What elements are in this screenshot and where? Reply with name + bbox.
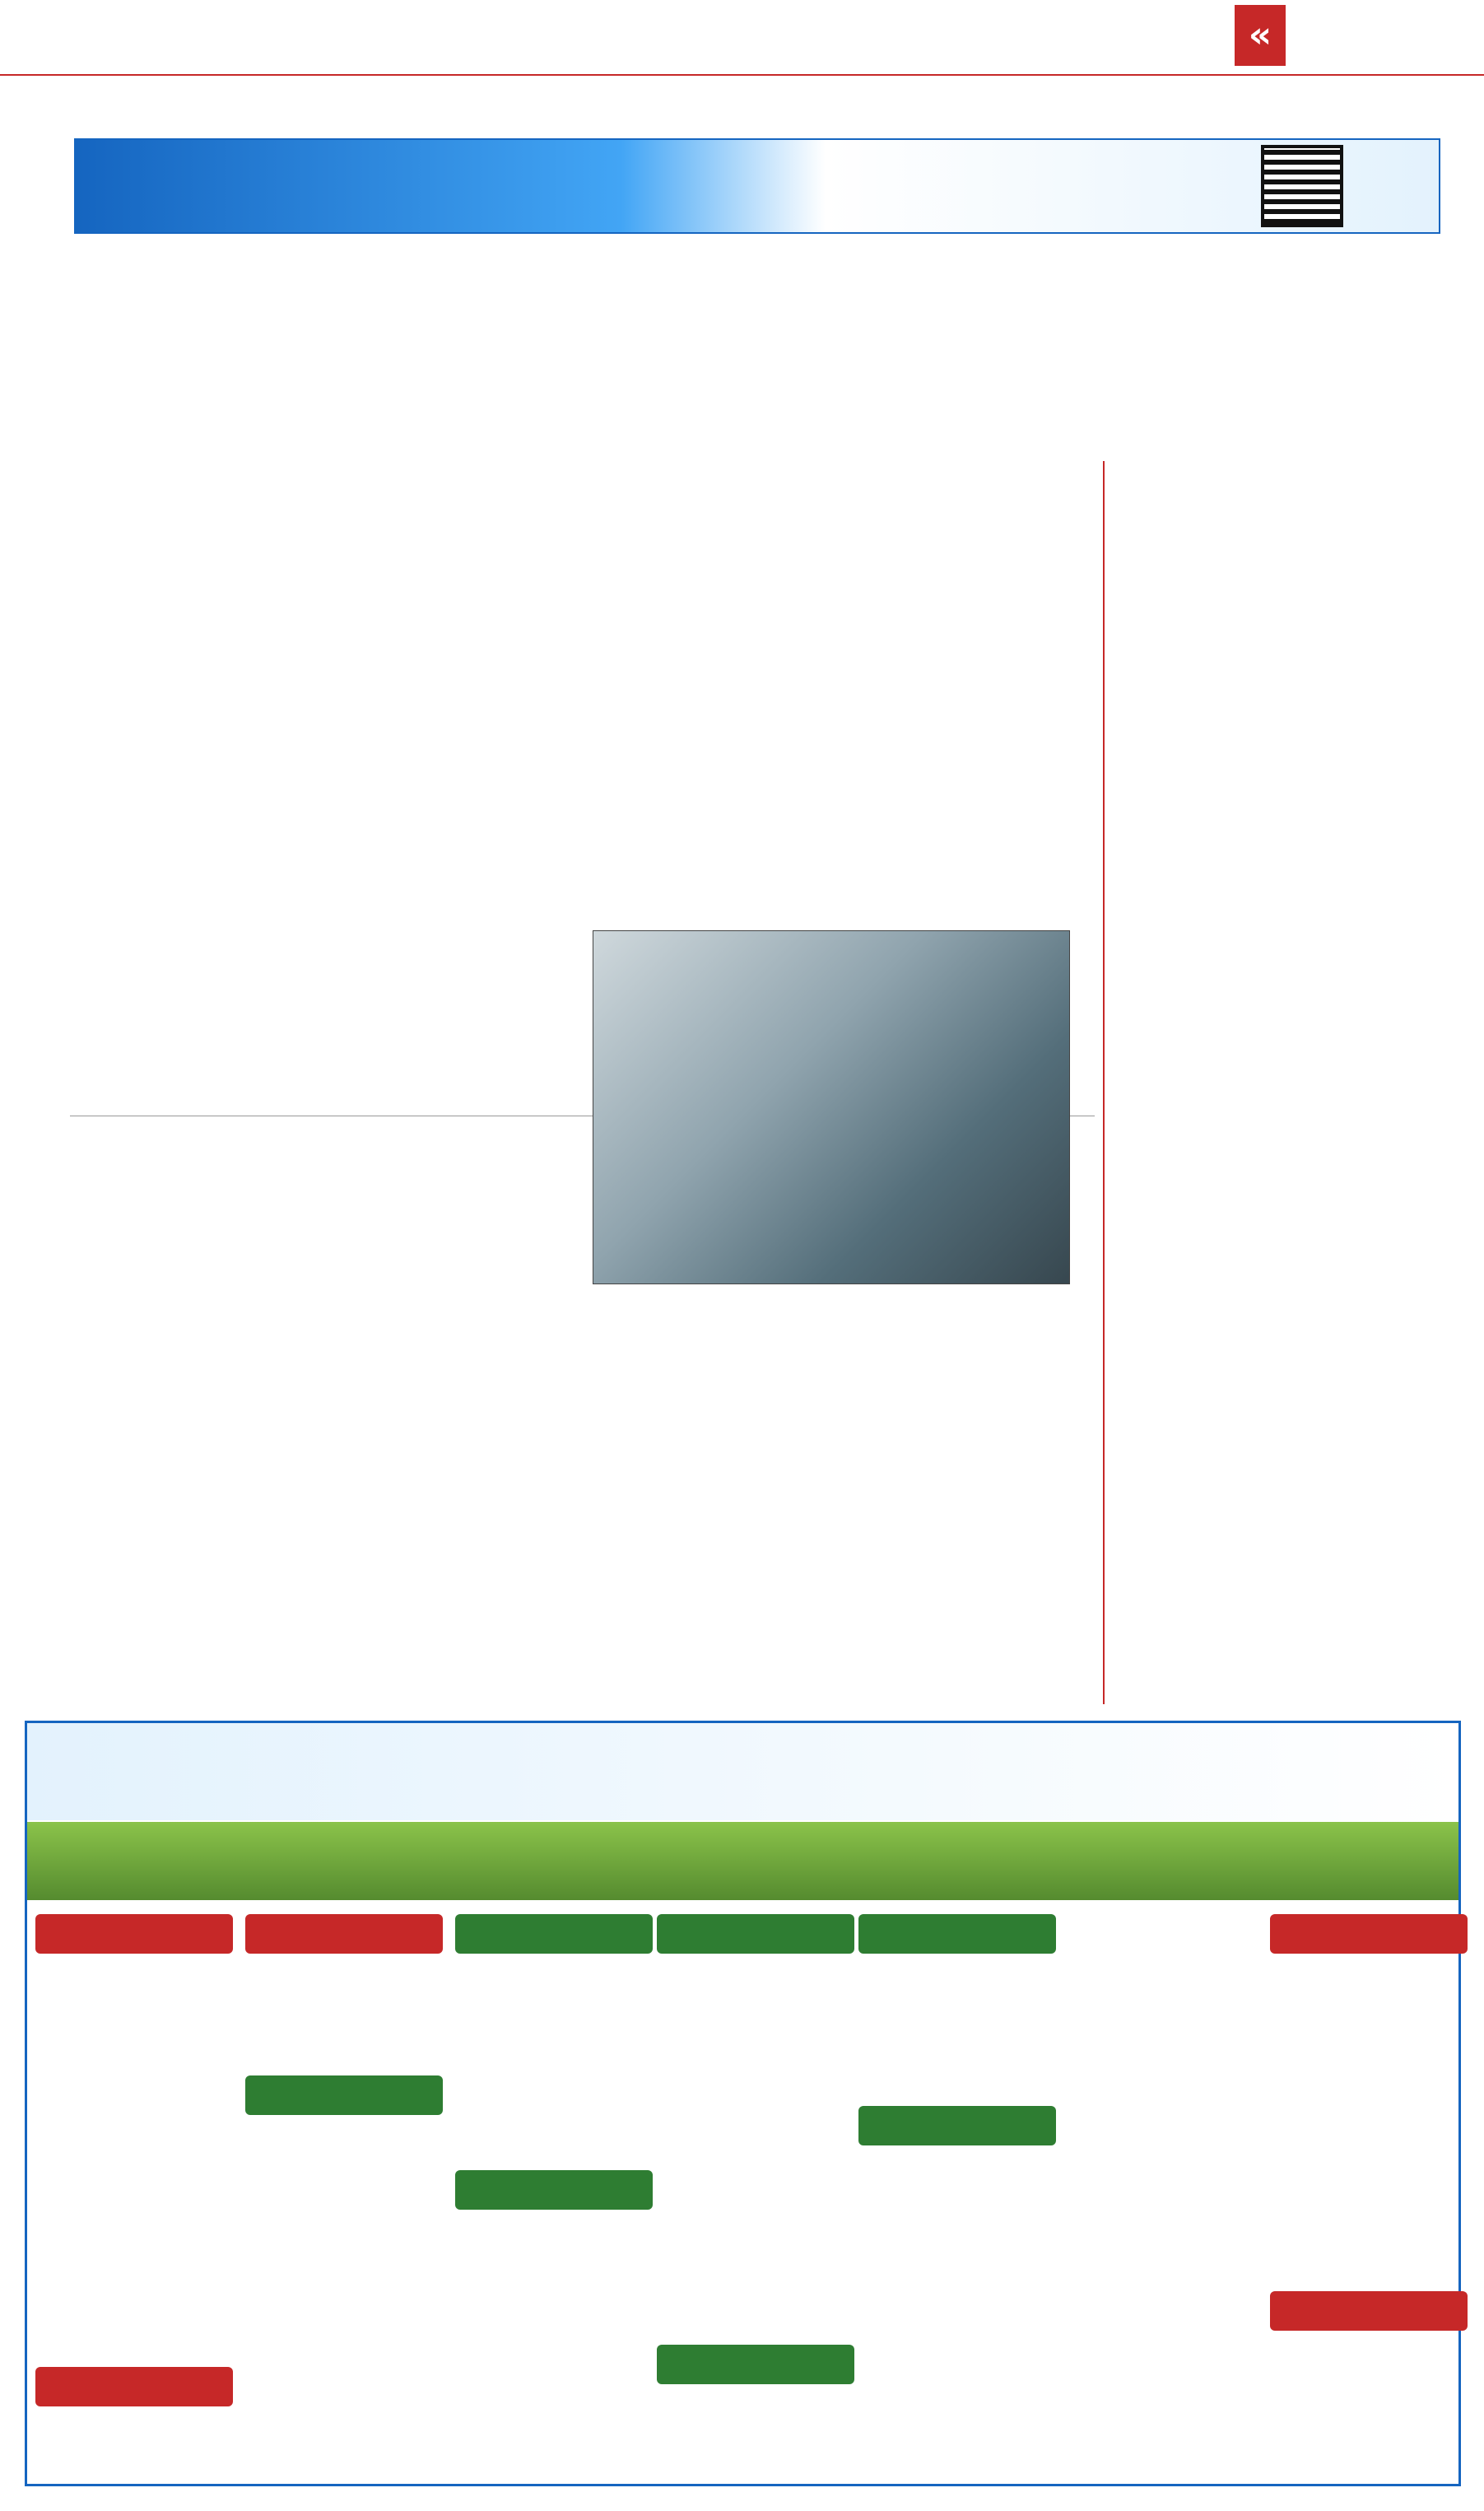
ad-section-shudao: [657, 1914, 854, 1954]
ad-section-guandao: [245, 2075, 443, 2115]
ad-section-xiushan: [455, 1914, 653, 1954]
ad-section-jiazheng: [35, 1914, 233, 1954]
ad-section-hong: [35, 2367, 233, 2406]
ad-section-taiyang: [858, 1914, 1056, 1954]
classified-ads: [25, 1721, 1461, 2486]
hotline-banner: [74, 138, 1440, 234]
service-banner: [27, 1822, 1458, 1900]
ad-section-diannao: [1270, 2291, 1468, 2331]
ad-section-kongtiao: [1270, 1914, 1468, 1954]
ad-section-kongtiaoyi: [858, 2106, 1056, 2145]
ad-section-cheliang: [657, 2345, 854, 2384]
chevron-left-icon: «: [1235, 5, 1286, 66]
hospital-photo: [593, 930, 1070, 1284]
classified-header: [27, 1723, 1458, 1820]
page-header: [0, 0, 1484, 74]
column-divider: [1103, 461, 1105, 1704]
header-rule: [0, 74, 1484, 76]
ad-section-zuankong: [455, 2170, 653, 2210]
ad-section-laonian: [245, 1914, 443, 1954]
qr-code-icon: [1261, 145, 1343, 227]
